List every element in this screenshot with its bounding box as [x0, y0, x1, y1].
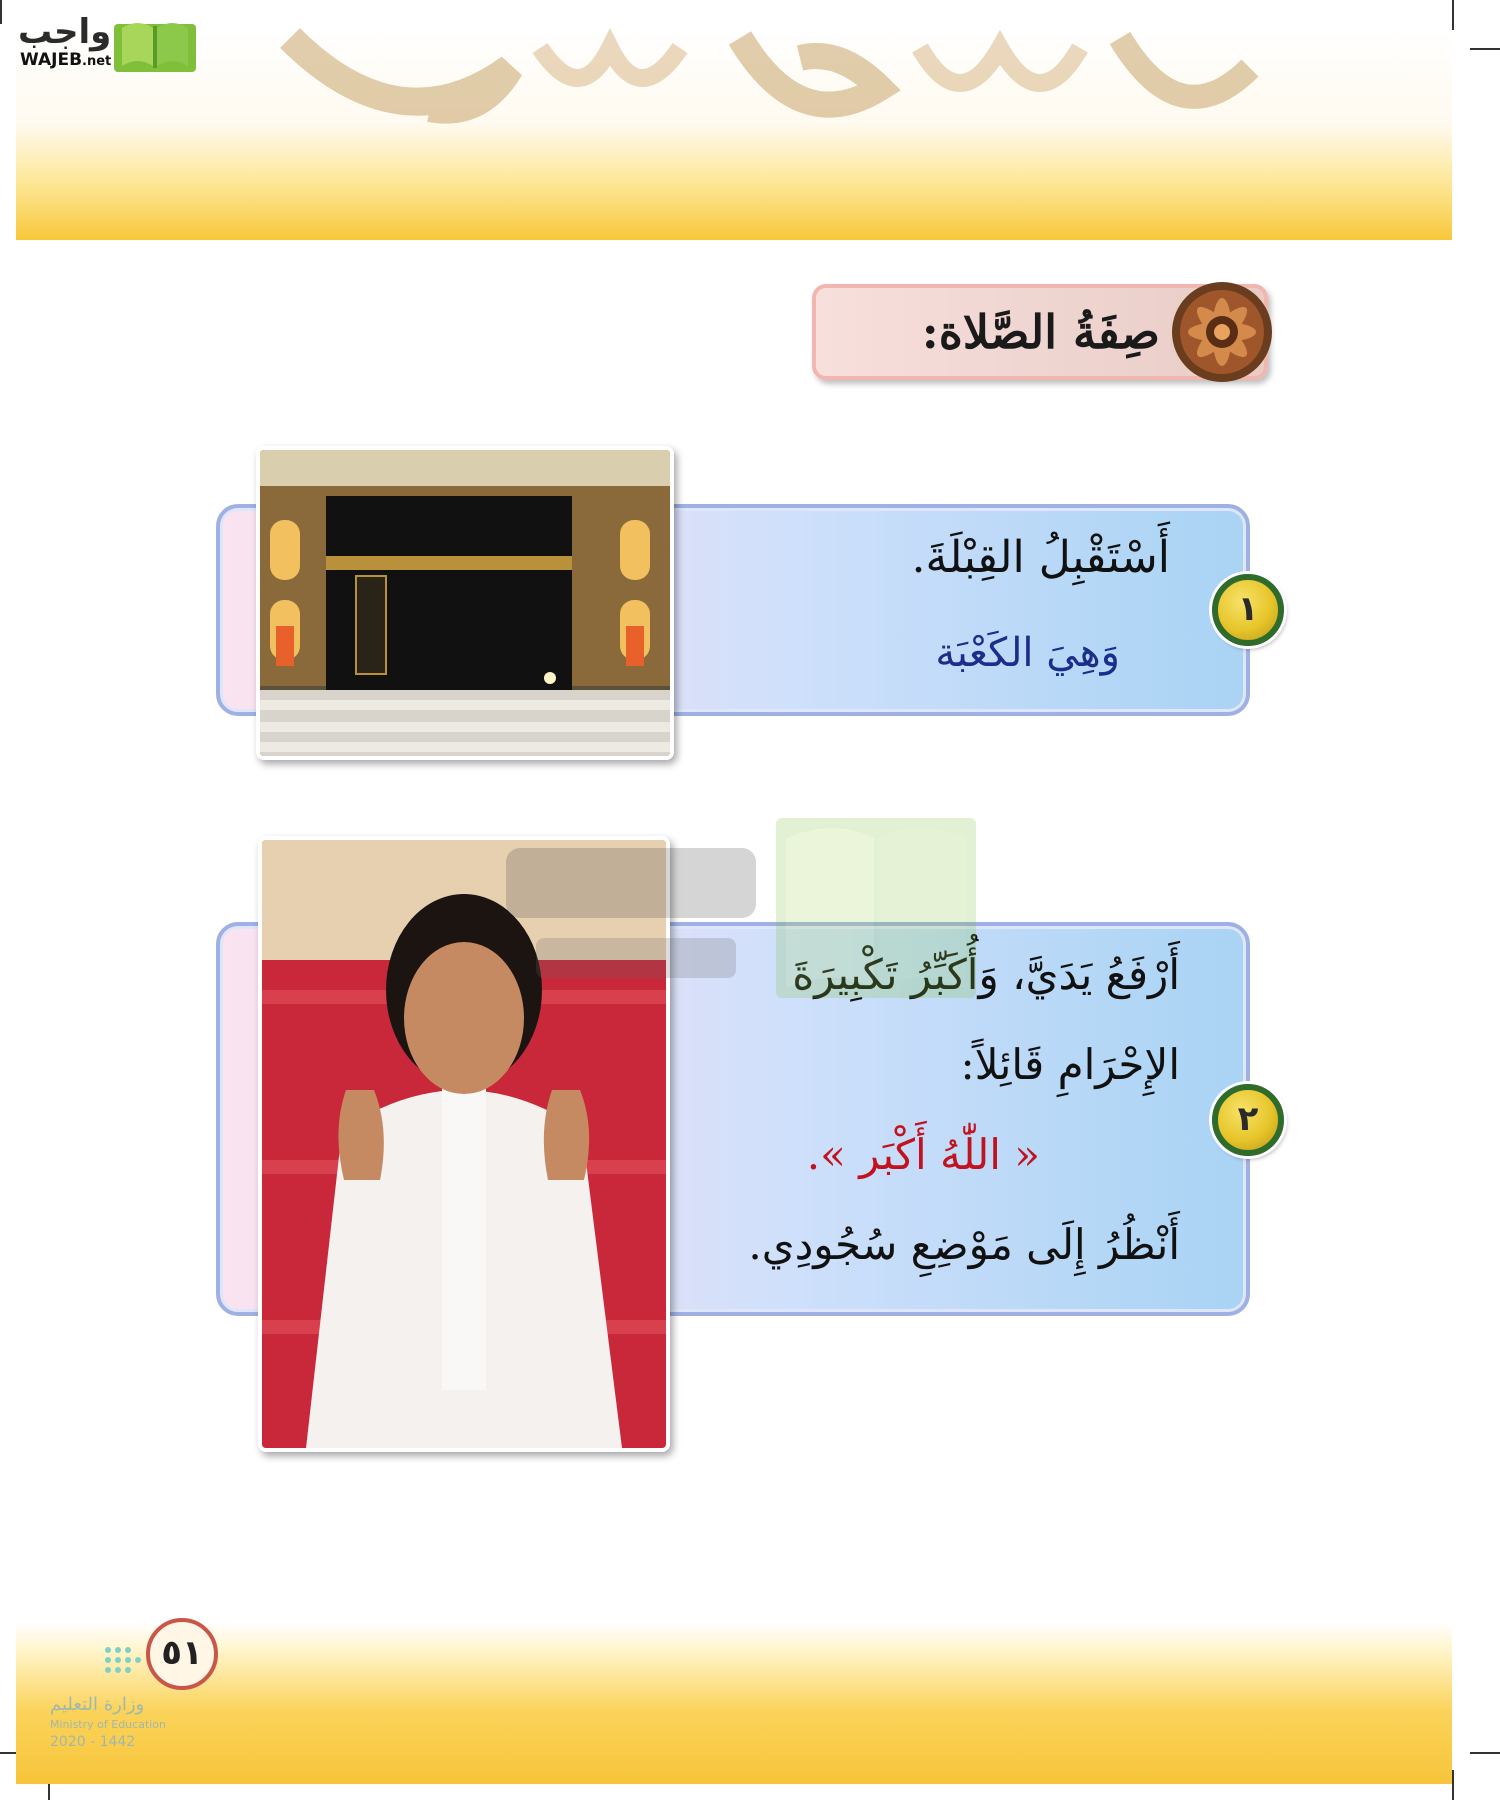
- wajeb-logo[interactable]: [8, 8, 188, 70]
- crop-mark: [1470, 1752, 1500, 1754]
- logo-arabic-text: واجب: [18, 12, 112, 52]
- crop-mark: [1452, 1770, 1454, 1800]
- step-1-line-1: أَسْتَقْبِلُ القِبْلَةَ.: [911, 532, 1170, 583]
- step-number-badge-2: ٢: [1212, 1084, 1284, 1156]
- rosette-icon: [1166, 274, 1278, 390]
- step-number-badge-1: ١: [1212, 574, 1284, 646]
- page-number: ٥١: [146, 1618, 218, 1690]
- step-1-line-2: وَهِيَ الكَعْبَة: [935, 630, 1120, 676]
- step-2-line-3-takbir: « اللّٰهُ أَكْبَر ».: [806, 1130, 1040, 1179]
- page-title: صِفَةُ الصَّلاة:: [921, 305, 1160, 359]
- crop-mark: [1452, 0, 1454, 30]
- ministry-name-arabic: وزارة التعليم: [50, 1694, 145, 1715]
- step-2-line-1: أَرْفَعُ يَدَيَّ، وَأُكَبِّرُ تَكْبِيرَةَ: [792, 950, 1180, 999]
- header-ornament-icon: [280, 28, 1260, 148]
- kaaba-image: [260, 450, 670, 756]
- logo-net-suffix: .net: [82, 54, 112, 69]
- ministry-year: 2020 - 1442: [50, 1734, 136, 1750]
- logo-english-word: WAJEB: [20, 50, 83, 70]
- ministry-logo-icon: [104, 1646, 148, 1678]
- open-book-icon: [114, 14, 196, 72]
- logo-english-text: [20, 50, 111, 70]
- step-2-line-4: أَنْظُرُ إِلَى مَوْضِعِ سُجُودِي.: [748, 1220, 1180, 1269]
- ministry-name-english: Ministry of Education: [50, 1718, 167, 1731]
- wajeb-watermark-icon: [506, 818, 1006, 998]
- step-2-line-2: الإِحْرَامِ قَائِلاً:: [960, 1040, 1180, 1089]
- kaaba-photo: [256, 446, 674, 760]
- bottom-footer-band: [16, 1622, 1452, 1784]
- crop-mark: [1470, 48, 1500, 50]
- crop-mark: [0, 0, 2, 24]
